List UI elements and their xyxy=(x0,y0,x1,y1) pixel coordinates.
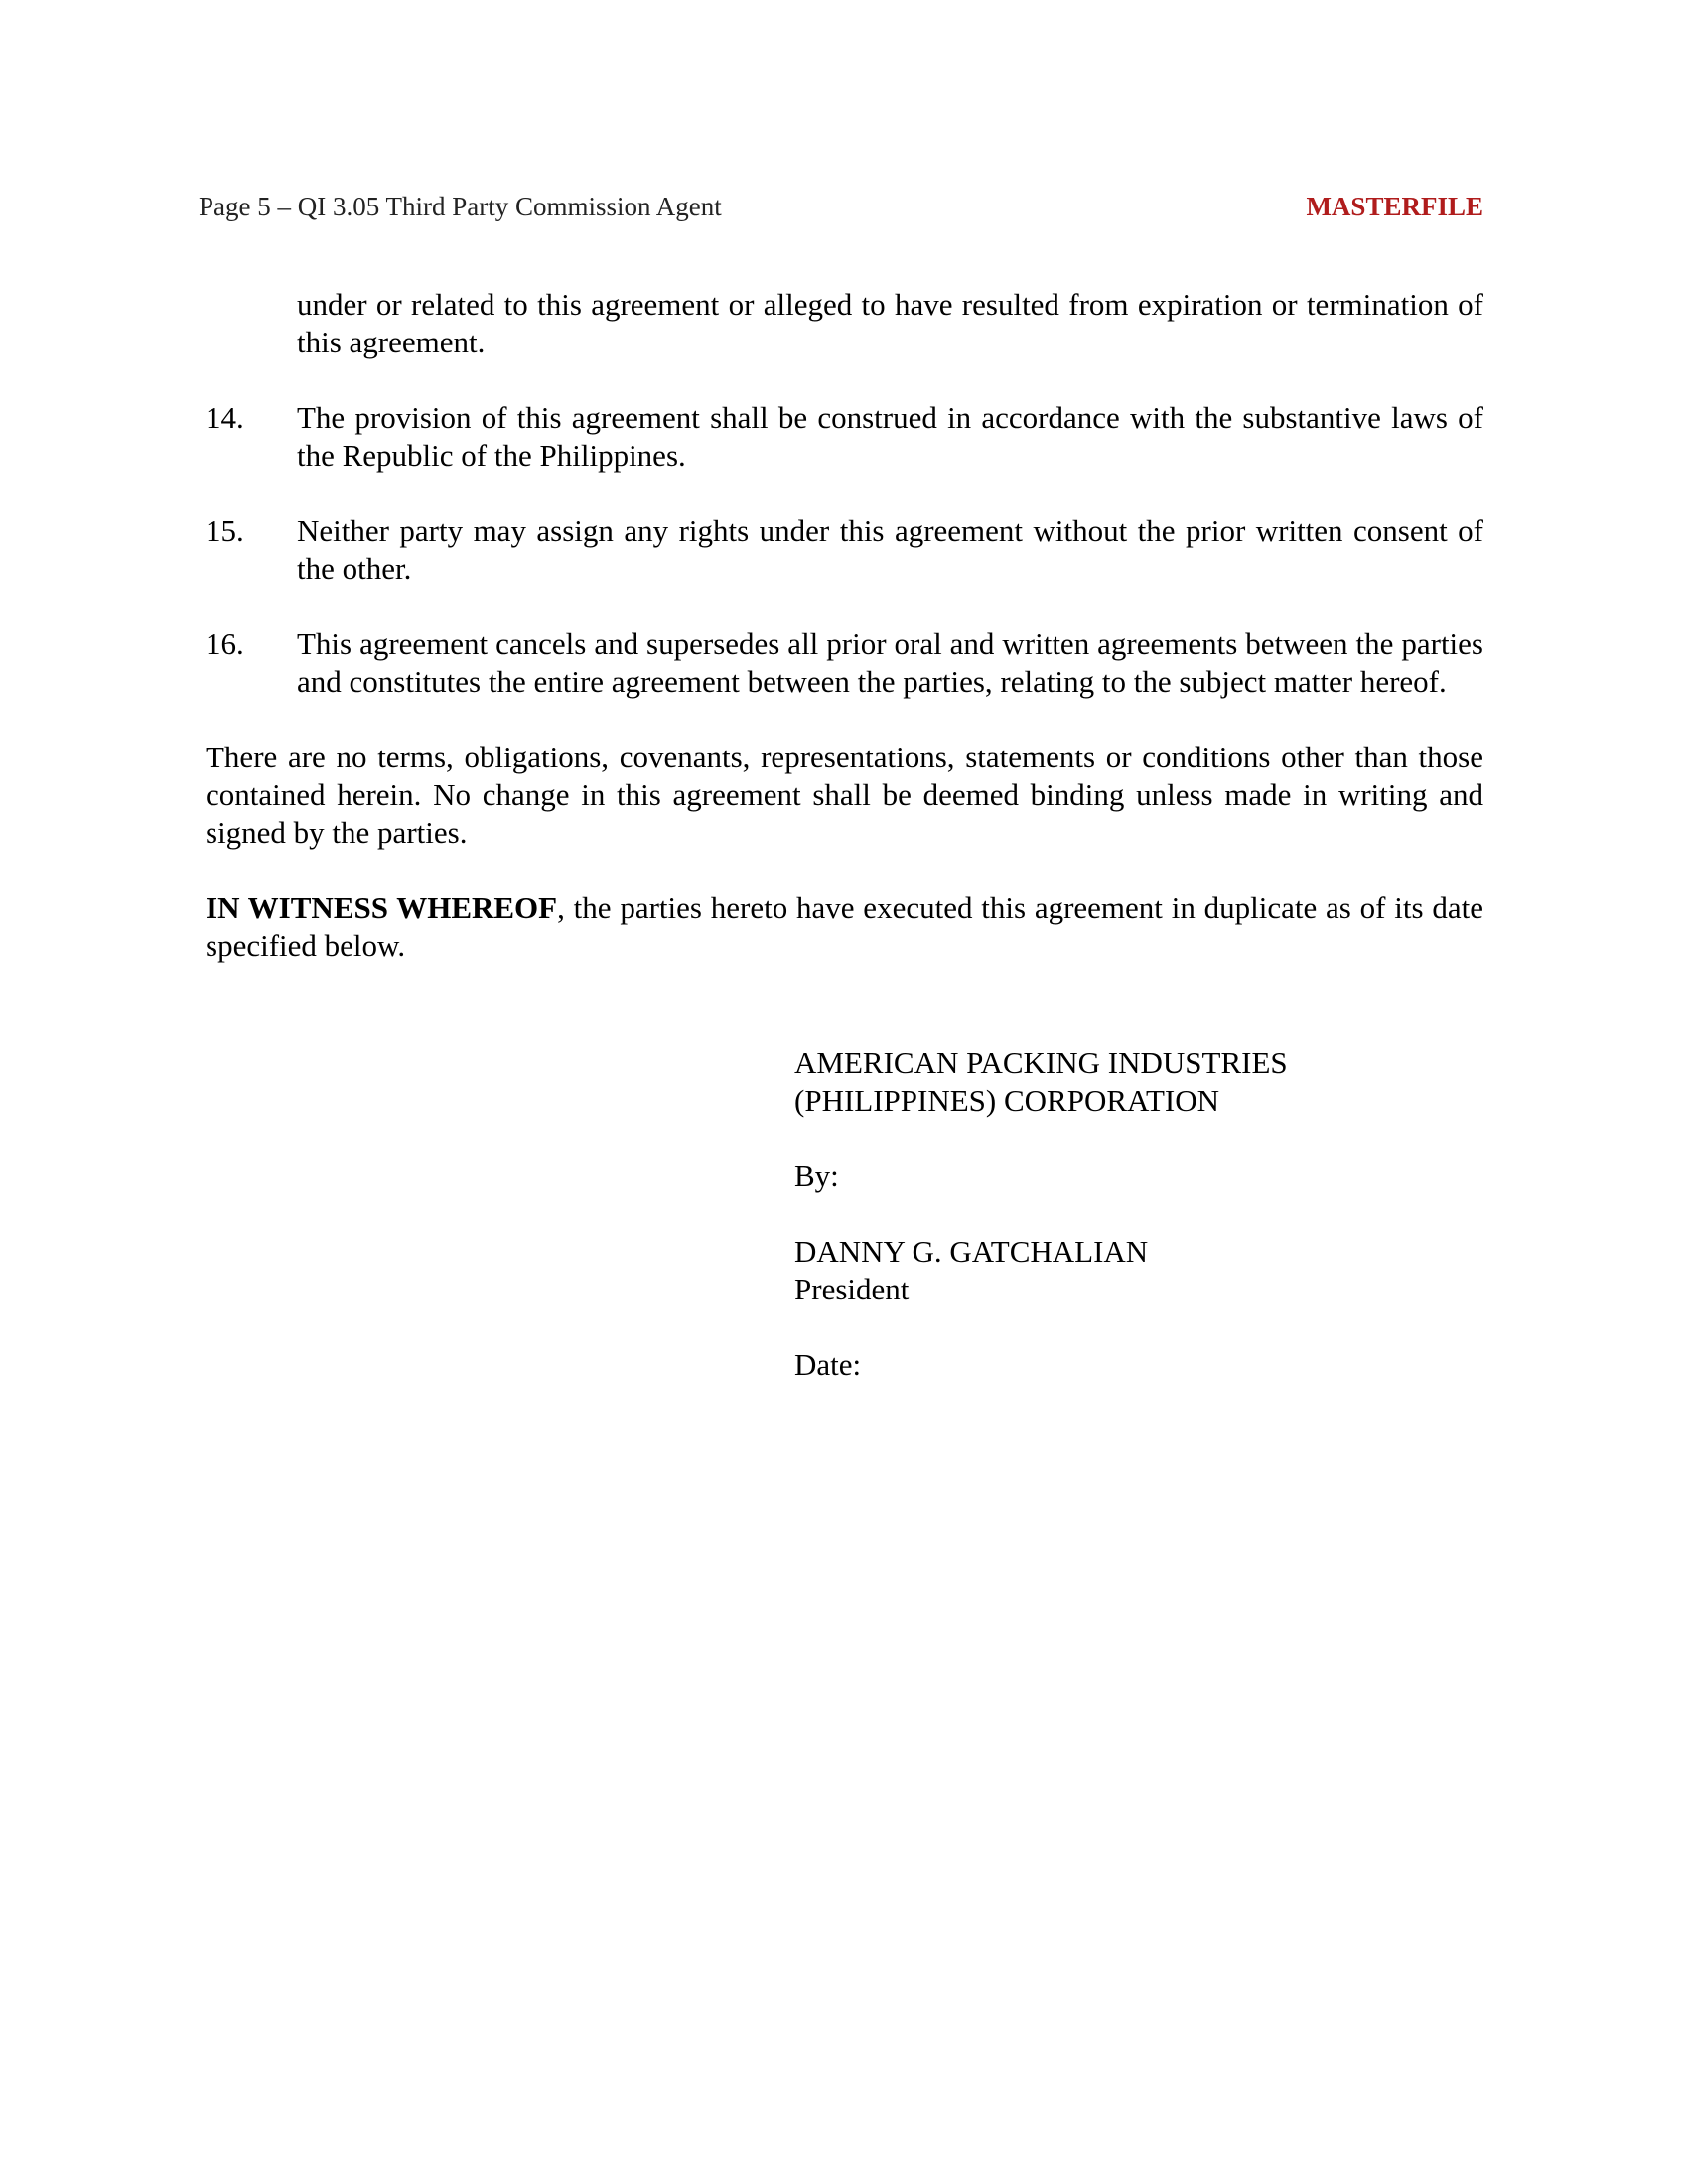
date-label: Date: xyxy=(794,1347,862,1382)
terms-paragraph: There are no terms, obligations, covenants, representations, statements or conditions other than those contained herein. No change in this agreement shall be deemed binding unless made in writing and signed by the parties. xyxy=(206,740,1483,850)
witness-heading: IN WITNESS WHEREOF xyxy=(206,890,558,925)
witness-text: , the parties hereto have executed this agreement in duplicate as of its date specified below. xyxy=(206,890,1483,963)
spacer xyxy=(794,1195,1489,1233)
header-title: Page 5 – QI 3.05 Third Party Commission Agent xyxy=(199,192,722,221)
company-name-line1: AMERICAN PACKING INDUSTRIES xyxy=(794,1045,1288,1080)
continuation-text: under or related to this agreement or alleged to have resulted from expiration or termination of this agreement. xyxy=(297,287,1483,359)
witness-paragraph xyxy=(206,889,1483,965)
clause-text: Neither party may assign any rights under this agreement without the prior written consent of the other. xyxy=(297,513,1483,586)
signatory-name: DANNY G. GATCHALIAN xyxy=(794,1234,1149,1269)
clause-14 xyxy=(206,399,1483,475)
clause-number: 16. xyxy=(206,626,244,661)
masterfile-label: MASTERFILE xyxy=(1306,192,1483,221)
document-body xyxy=(206,286,1483,1003)
company-name-line2: (PHILIPPINES) CORPORATION xyxy=(794,1083,1220,1118)
clause-text: This agreement cancels and supersedes all prior oral and written agreements between the parties and constitutes the entire agreement between the parties, relating to the subject matter hereof. xyxy=(297,626,1483,699)
by-label: By: xyxy=(794,1159,839,1193)
clause-number: 15. xyxy=(206,513,244,548)
spacer xyxy=(794,1308,1489,1346)
signatory-title: President xyxy=(794,1272,910,1306)
spacer xyxy=(794,1120,1489,1158)
clause-text: The provision of this agreement shall be construed in accordance with the substantive laws of the Republic of the Philippines. xyxy=(297,400,1483,473)
signature-block xyxy=(794,1044,1489,1384)
clause-15 xyxy=(206,512,1483,588)
page-header xyxy=(199,189,1483,224)
clause-number: 14. xyxy=(206,400,244,435)
clause-16 xyxy=(206,625,1483,701)
